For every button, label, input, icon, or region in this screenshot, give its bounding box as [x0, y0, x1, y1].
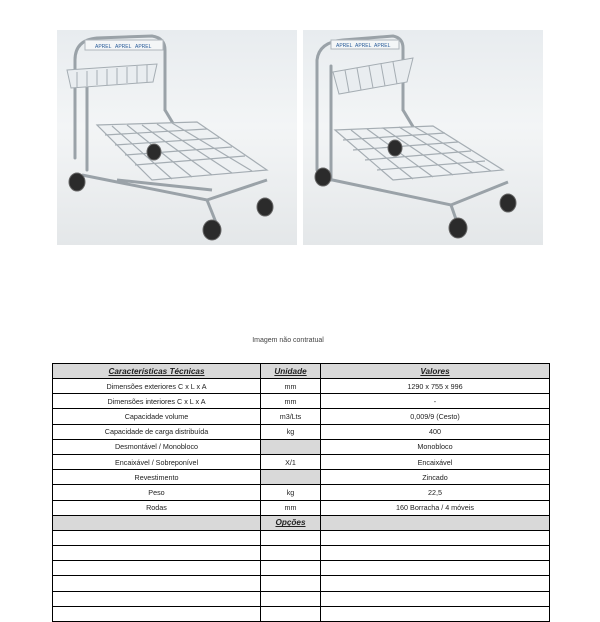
- logo-text: APREL: [95, 44, 112, 50]
- table-row: [53, 470, 550, 485]
- table-row: [53, 394, 550, 409]
- logo-text: APREL: [336, 43, 353, 49]
- logo-text: APREL: [355, 43, 372, 49]
- header-unit: Unidade: [261, 364, 321, 379]
- row-label: Revestimento: [53, 470, 261, 485]
- options-empty-row: [53, 530, 550, 545]
- options-empty-row: [53, 576, 550, 591]
- row-unit: kg: [261, 424, 321, 439]
- row-unit: kg: [261, 485, 321, 500]
- cart-illustration-front: [57, 30, 297, 245]
- row-label: Peso: [53, 485, 261, 500]
- logo-text: APREL: [115, 44, 132, 50]
- table-row: [53, 439, 550, 454]
- row-unit: m3/Lts: [261, 409, 321, 424]
- row-unit: [261, 470, 321, 485]
- table-row: [53, 409, 550, 424]
- table-row: [53, 500, 550, 515]
- table-row: [53, 379, 550, 394]
- table-header-row: [53, 364, 550, 379]
- row-value: 160 Borracha / 4 móveis: [321, 500, 550, 515]
- technical-specs-table: [52, 363, 550, 622]
- table-row: [53, 424, 550, 439]
- header-characteristics: Características Técnicas: [53, 364, 261, 379]
- table-row: [53, 485, 550, 500]
- cart-illustration-angle: [303, 30, 543, 245]
- options-empty-row: [53, 546, 550, 561]
- row-value: 1290 x 755 x 996: [321, 379, 550, 394]
- row-value: 0,009/9 (Cesto): [321, 409, 550, 424]
- row-label: Rodas: [53, 500, 261, 515]
- options-empty-row: [53, 606, 550, 621]
- options-blank: [321, 515, 550, 530]
- logo-text: APREL: [135, 44, 152, 50]
- options-header-row: [53, 515, 550, 530]
- header-values: Valores: [321, 364, 550, 379]
- image-disclaimer: Imagem não contratual: [252, 337, 324, 344]
- row-value: Monobloco: [321, 439, 550, 454]
- row-value: -: [321, 394, 550, 409]
- logo-text: APREL: [374, 43, 391, 49]
- row-value: 400: [321, 424, 550, 439]
- options-title: Opções: [261, 515, 321, 530]
- options-empty-row: [53, 591, 550, 606]
- table-row: [53, 454, 550, 469]
- row-label: Encaixável / Sobreponível: [53, 454, 261, 469]
- cart-photo-front: [57, 30, 297, 245]
- row-value: Encaixável: [321, 454, 550, 469]
- row-unit: [261, 439, 321, 454]
- row-label: Capacidade de carga distribuída: [53, 424, 261, 439]
- row-value: Zincado: [321, 470, 550, 485]
- row-label: Capacidade volume: [53, 409, 261, 424]
- row-unit: mm: [261, 394, 321, 409]
- options-blank: [53, 515, 261, 530]
- options-empty-row: [53, 561, 550, 576]
- row-label: Desmontável / Monobloco: [53, 439, 261, 454]
- row-unit: X/1: [261, 454, 321, 469]
- row-label: Dimensões exteriores C x L x A: [53, 379, 261, 394]
- row-unit: mm: [261, 500, 321, 515]
- row-label: Dimensões interiores C x L x A: [53, 394, 261, 409]
- row-value: 22,5: [321, 485, 550, 500]
- row-unit: mm: [261, 379, 321, 394]
- cart-photo-angle: [303, 30, 543, 245]
